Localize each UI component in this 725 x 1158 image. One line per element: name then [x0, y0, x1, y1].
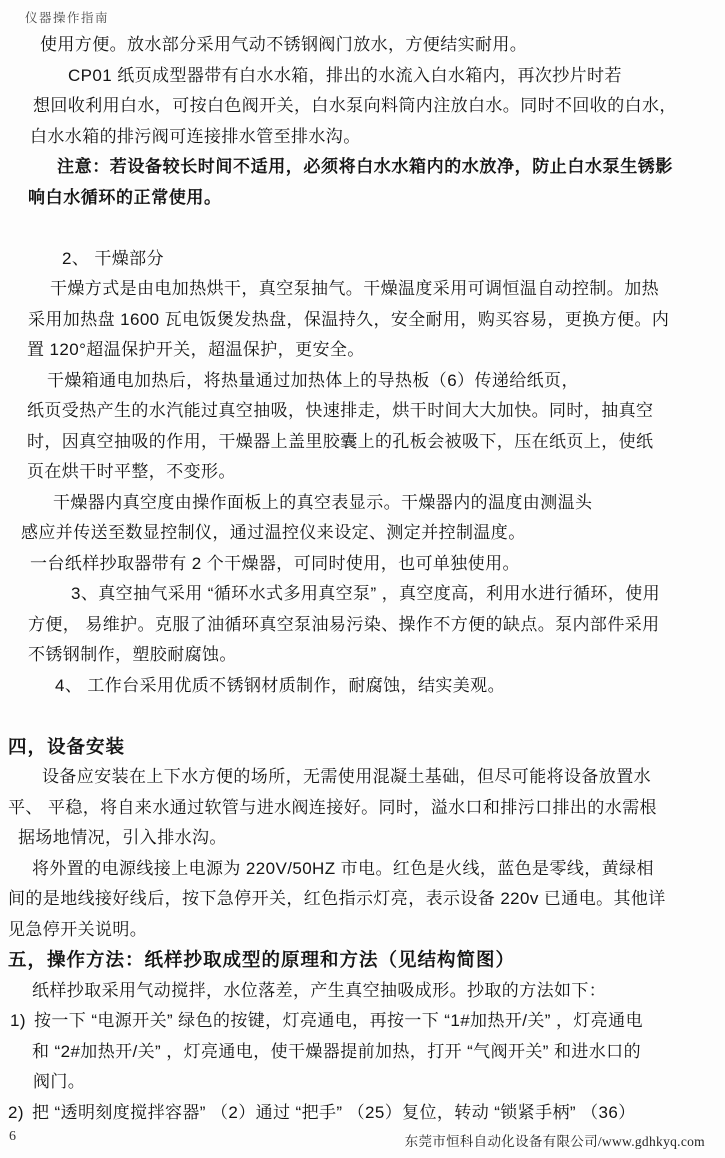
text-line: 干燥器内真空度由操作面板上的真空表显示。干燥器内的温度由测温头	[53, 492, 593, 512]
list-item-text: 把 “透明刻度搅拌容器” （2）通过 “把手” （25）复位，转动 “锁紧手柄” （36）	[32, 1102, 636, 1122]
list-item-text: 按一下 “电源开关” 绿色的按键，灯亮通电，再按一下 “1#加热开/关” ，灯亮通电	[34, 1011, 643, 1030]
text-line: 干燥方式是由电加热烘干，真空泵抽气。干燥温度采用可调恒温自动控制。加热	[50, 279, 659, 298]
list-marker: 1)	[10, 1011, 26, 1030]
text-line: 4、 工作台采用优质不锈钢材质制作，耐腐蚀，结实美观。	[55, 675, 505, 695]
blank-line	[0, 213, 725, 244]
text-line: 纸页受热产生的水汽能过真空抽吸，快速排走，烘干时间大大加快。同时，抽真空	[27, 401, 654, 420]
text-line: 间的是地线接好线后，按下急停开关，红色指示灯亮，表示设备 220v 已通电。其他详	[8, 889, 666, 908]
text-line: 据场地情况，引入排水沟。	[18, 828, 227, 847]
document-header-title: 仪器操作指南	[25, 11, 110, 25]
text-line: 响白水循环的正常使用。	[28, 187, 222, 207]
text-line: 设备应安装在上下水方便的场所，无需使用混凝土基础，但尽可能将设备放置水	[42, 767, 651, 786]
text-line: 页在烘干时平整，不变形。	[27, 462, 236, 481]
text-line: 见急停开关说明。	[8, 919, 148, 939]
text-line: 将外置的电源线接上电源为 220V/50HZ 市电。红色是火线，蓝色是零线，黄绿相	[32, 858, 654, 878]
text-line: 时，因真空抽吸的作用，干燥器上盖里胶囊上的孔板会被吸下，压在纸页上，使纸	[27, 431, 654, 451]
text-line: 方便， 易维护。克服了油循环真空泵油易污染、操作不方便的缺点。泵内部件采用	[28, 614, 660, 634]
text-line: 干燥箱通电加热后，将热量通过加热体上的导热板（6）传递给纸页，	[47, 370, 579, 390]
text-line: CP01 纸页成型器带有白水水箱，排出的水流入白水箱内，再次抄片时若	[68, 65, 622, 85]
text-line: 五，操作方法：纸样抄取成型的原理和方法（见结构简图）	[8, 949, 516, 970]
text-line: 注意：若设备较长时间不适用，必须将白水水箱内的水放净，防止白水泵生锈影	[57, 157, 673, 176]
text-line: 平、 平稳，将自来水通过软管与进水阀连接好。同时，溢水口和排污口排出的水需根	[8, 797, 657, 817]
text-line: 2、 干燥部分	[62, 248, 164, 268]
text-line: 3、真空抽气采用 “循环水式多用真空泵” ，真空度高，利用水进行循环，使用	[71, 584, 661, 603]
text-line: 白水水箱的排污阀可连接排水管至排水沟。	[30, 126, 361, 146]
blank-line	[0, 701, 725, 732]
text-line: 采用加热盘 1600 瓦电饭煲发热盘，保温持久，安全耐用，购买容易，更换方便。内	[28, 309, 670, 329]
text-line: 纸样抄取采用气动搅拌，水位落差，产生真空抽吸成形。抄取的方法如下：	[32, 980, 607, 1000]
text-line: 和 “2#加热开/关” ，灯亮通电，使干燥器提前加热，打开 “气阀开关” 和进水口的	[32, 1041, 641, 1061]
document-body	[0, 30, 725, 1128]
text-line: 一台纸样抄取器带有 2 个干燥器，可同时使用，也可单独使用。	[30, 553, 520, 573]
text-line: 感应并传送至数显控制仪，通过温控仪来设定、测定并控制温度。	[21, 523, 526, 542]
text-line: 想回收利用白水，可按白色阀开关，白水泵向料筒内注放白水。同时不回收的白水，	[33, 96, 677, 115]
document-footer	[0, 1127, 725, 1153]
list-marker: 2)	[8, 1102, 24, 1122]
text-line: 阀门。	[33, 1072, 86, 1091]
footer-company-url: 东莞市恒科自动化设备有限公司/www.gdhkyq.com	[404, 1134, 705, 1149]
text-line	[10, 1006, 725, 1037]
text-line: 四，设备安装	[8, 735, 126, 757]
text-line: 使用方便。放水部分采用气动不锈钢阀门放水，方便结实耐用。	[40, 35, 528, 54]
page-number: 6	[9, 1129, 16, 1144]
text-line	[8, 1098, 725, 1129]
text-line: 置 120°超温保护开关，超温保护，更安全。	[27, 340, 365, 359]
text-line: 不锈钢制作，塑胶耐腐蚀。	[28, 645, 237, 664]
